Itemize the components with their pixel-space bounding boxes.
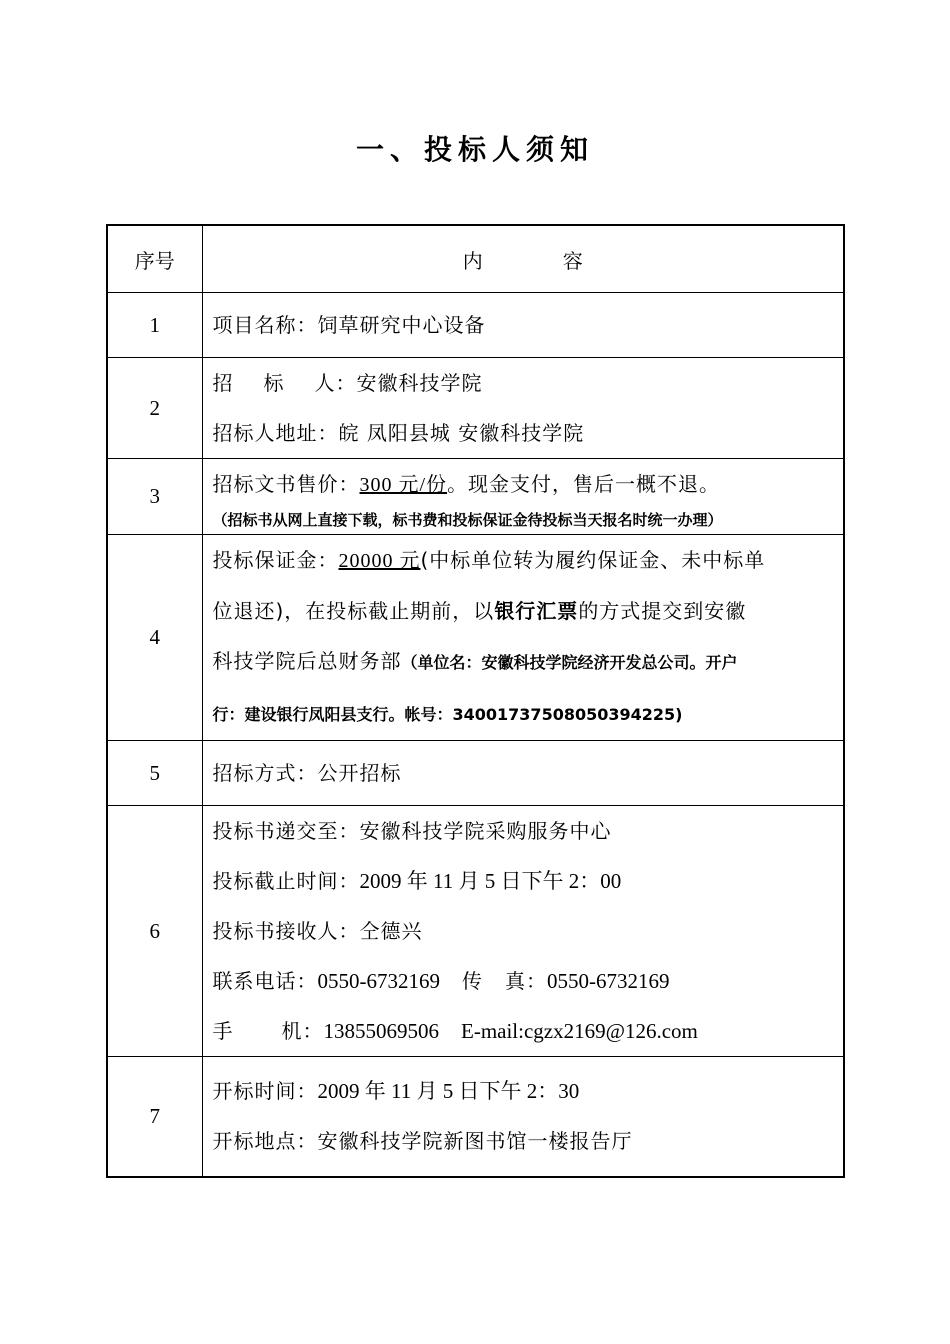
- table-row: [107, 806, 844, 1057]
- row-number: 1: [107, 293, 202, 358]
- tenderer-value: 安徽科技学院: [356, 371, 483, 395]
- table-row: [107, 293, 844, 358]
- submit-label: 投标书递交至：: [212, 819, 360, 843]
- table-row: [107, 358, 844, 459]
- open-place-label: 开标地点：: [212, 1129, 318, 1154]
- price-value: 300 元/份: [359, 474, 448, 496]
- fax-label-b: 真：: [505, 969, 547, 993]
- project-name-label: 项目名称：: [212, 313, 318, 337]
- address-label: 招标人地址：: [212, 421, 339, 445]
- receiver-label: 投标书接收人：: [212, 919, 360, 943]
- price-rest: 。现金支付，售后一概不退。: [447, 472, 721, 496]
- deposit-label: 投标保证金：: [212, 548, 339, 572]
- row-content: [202, 806, 844, 1057]
- row-content: [202, 741, 844, 806]
- row-number: 2: [107, 358, 202, 459]
- mobile-label-b: 机：: [281, 1019, 324, 1043]
- row-number: 5: [107, 741, 202, 806]
- row-content: [202, 293, 844, 358]
- open-time-label: 开标时间：: [212, 1079, 318, 1104]
- row-number: 7: [107, 1057, 202, 1177]
- tenderer-label-a: 招: [212, 371, 234, 395]
- header-content-b: 容: [562, 248, 583, 273]
- table-header-row: [107, 225, 844, 293]
- row-number: 6: [107, 806, 202, 1057]
- deposit-line-1: [213, 535, 836, 586]
- deadline-line: [213, 856, 836, 906]
- deposit-value: 20000 元: [338, 550, 421, 572]
- submit-value: 安徽科技学院采购服务中心: [359, 819, 612, 843]
- row-content: [202, 1057, 844, 1177]
- notice-table: [106, 224, 845, 1178]
- deposit-text-4: 行：建设银行凤阳县支行。帐号：34001737508050394225): [212, 705, 683, 724]
- submit-line: [213, 806, 836, 856]
- mobile-value: 13855069506: [323, 1019, 439, 1043]
- deposit-line-3: [213, 636, 836, 688]
- phone-value: 0550-6732169: [317, 969, 440, 993]
- open-place-line: [213, 1116, 836, 1166]
- table-row: [107, 741, 844, 806]
- receiver-value: 仝德兴: [359, 919, 423, 943]
- mobile-label-a: 手: [212, 1019, 234, 1043]
- row-number: 3: [107, 459, 202, 535]
- deposit-text-3a: 科技学院后总财务部: [212, 649, 402, 673]
- deposit-text-2a: 位退还)，在投标截止期前，以: [212, 599, 495, 623]
- open-place-value: 安徽科技学院新图书馆一楼报告厅: [317, 1129, 633, 1154]
- deadline-label: 投标截止时间：: [212, 869, 360, 893]
- method-value: 公开招标: [317, 761, 402, 785]
- deposit-text-2b: 银行汇票: [494, 599, 579, 623]
- page-title: 一、投标人须知: [355, 133, 594, 166]
- receiver-line: [213, 906, 836, 956]
- address-line: [213, 408, 836, 458]
- row-number: 4: [107, 535, 202, 741]
- table-row: [107, 535, 844, 741]
- price-note: （招标书从网上直接下载，标书费和投标保证金待投标当天报名时统一办理）: [212, 511, 723, 529]
- table-row: [107, 1057, 844, 1177]
- price-label: 招标文书售价：: [212, 472, 360, 496]
- header-content-a: 内: [462, 248, 483, 273]
- phone-line: [213, 956, 836, 1006]
- address-value: 皖 凤阳县城 安徽科技学院: [338, 421, 585, 445]
- method-line: [213, 748, 836, 798]
- row-content: [202, 459, 844, 535]
- deadline-value: 2009 年 11 月 5 日下午 2：00: [359, 869, 622, 893]
- deposit-text-2c: 的方式提交到安徽: [578, 599, 747, 623]
- tenderer-label-c: 人：: [314, 371, 357, 395]
- fax-value: 0550-6732169: [547, 969, 670, 993]
- open-time-value: 2009 年 11 月 5 日下午 2：30: [317, 1079, 580, 1104]
- row-content: [202, 535, 844, 741]
- deposit-text-1: (中标单位转为履约保证金、未中标单: [420, 548, 766, 572]
- fax-label-a: 传: [462, 969, 483, 993]
- phone-label: 联系电话：: [212, 969, 318, 993]
- project-name-line: [213, 300, 836, 350]
- row-content: [202, 358, 844, 459]
- deposit-line-4: [213, 688, 836, 740]
- open-time-line: [213, 1066, 836, 1116]
- deposit-text-3b: （单位名：安徽科技学院经济开发总公司。开户: [401, 653, 738, 672]
- price-line: [213, 461, 836, 508]
- mobile-line: [213, 1006, 836, 1056]
- header-content: [202, 225, 844, 293]
- tenderer-line: [213, 358, 836, 408]
- table-row: [107, 459, 844, 535]
- email: E-mail:cgzx2169@126.com: [461, 1019, 698, 1043]
- tenderer-label-b: 标: [263, 371, 285, 395]
- deposit-line-2: [213, 586, 836, 636]
- header-num: 序号: [107, 225, 202, 293]
- method-label: 招标方式：: [212, 761, 318, 785]
- project-name-value: 饲草研究中心设备: [317, 313, 486, 337]
